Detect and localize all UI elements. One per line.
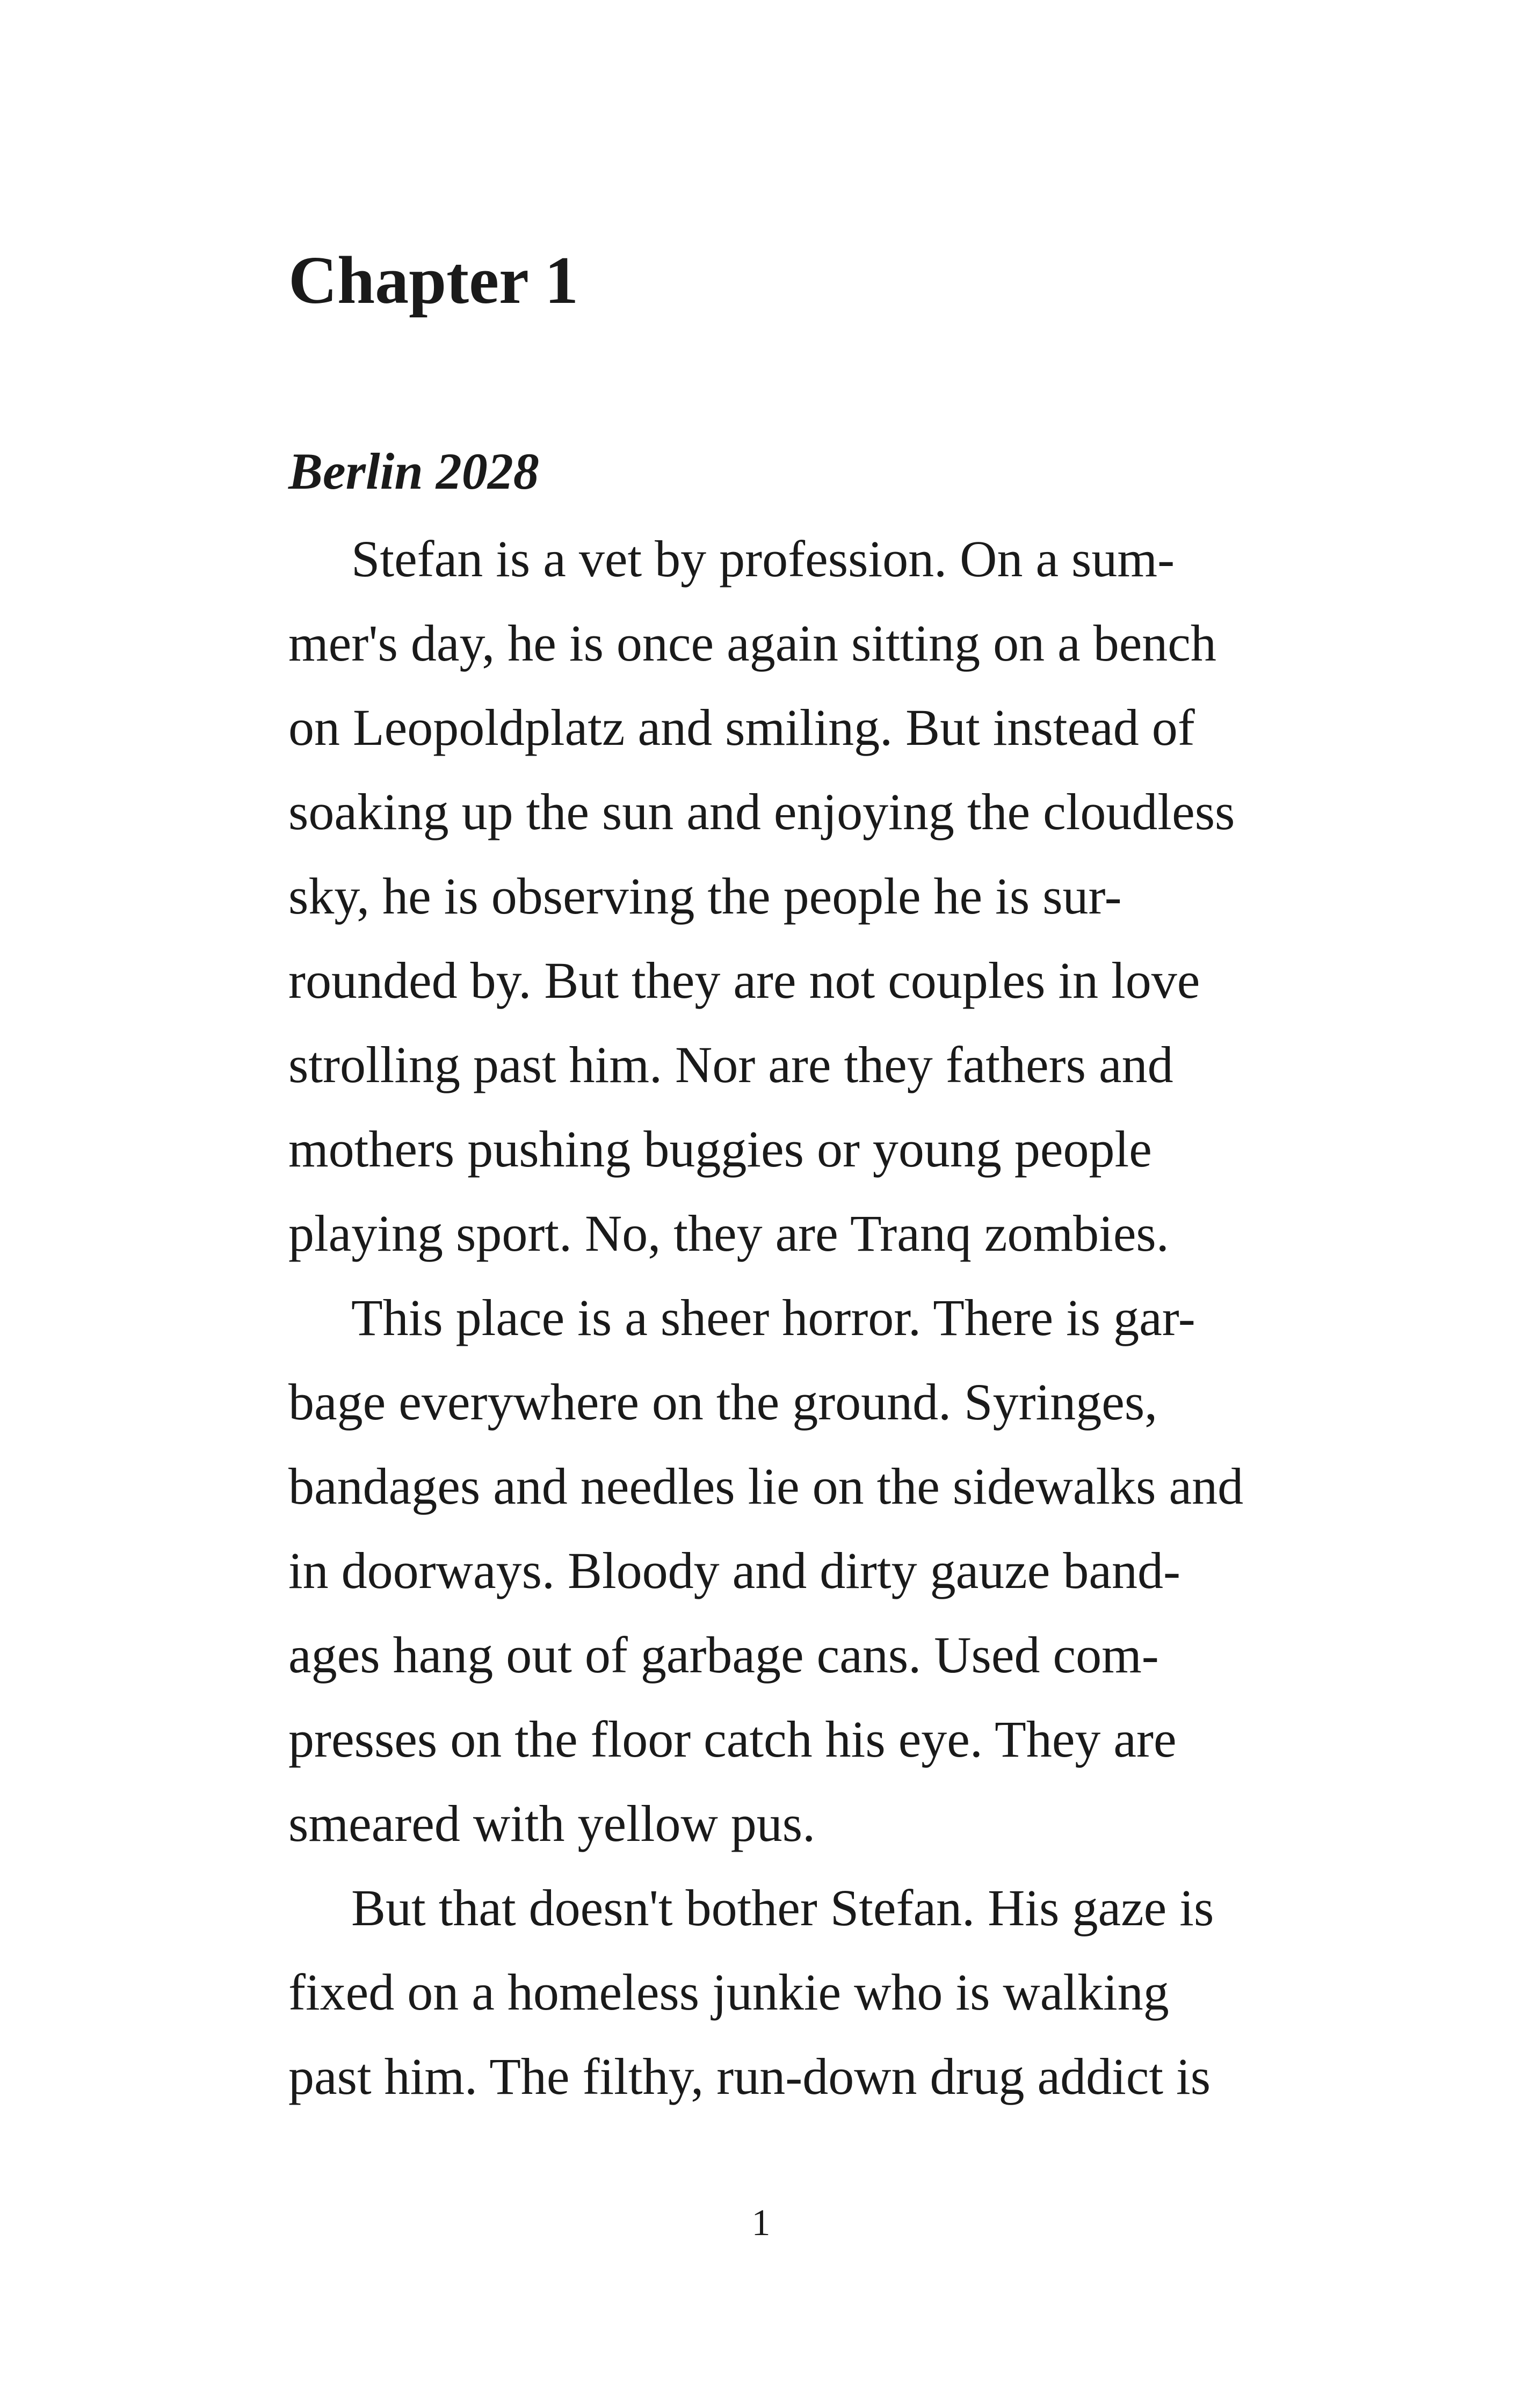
text-line: strolling past him. Nor are they fathers and: [288, 1036, 1173, 1093]
text-line: sky, he is observing the people he is sur-: [288, 867, 1122, 925]
text-line: past him. The filthy, run-down drug addict is: [288, 2048, 1211, 2105]
text-line: presses on the floor catch his eye. They are: [288, 1710, 1177, 1768]
text-line: smeared with yellow pus.: [288, 1795, 816, 1852]
text-line: rounded by. But they are not couples in love: [288, 952, 1200, 1009]
text-line: mothers pushing buggies or young people: [288, 1120, 1152, 1178]
text-line: on Leopoldplatz and smiling. But instead of: [288, 699, 1195, 756]
text-line: Stefan is a vet by profession. On a sum-: [351, 530, 1175, 588]
text-line: mer's day, he is once again sitting on a bench: [288, 614, 1216, 672]
text-line: bandages and needles lie on the sidewalks and: [288, 1457, 1244, 1515]
text-line: But that doesn't bother Stefan. His gaze is: [351, 1879, 1214, 1936]
text-line: playing sport. No, they are Tranq zombies.: [288, 1205, 1169, 1262]
chapter-title: Chapter 1: [288, 243, 579, 318]
text-line: in doorways. Bloody and dirty gauze band-: [288, 1542, 1180, 1599]
page-number: 1: [751, 2202, 771, 2244]
text-line: fixed on a homeless junkie who is walking: [288, 1963, 1169, 2021]
chapter-subtitle: Berlin 2028: [288, 443, 539, 500]
text-line: ages hang out of garbage cans. Used com-: [288, 1626, 1159, 1684]
text-line: This place is a sheer horror. There is gar-: [351, 1289, 1195, 1346]
text-line: soaking up the sun and enjoying the cloudless: [288, 783, 1235, 840]
text-line: bage everywhere on the ground. Syringes,: [288, 1373, 1158, 1431]
